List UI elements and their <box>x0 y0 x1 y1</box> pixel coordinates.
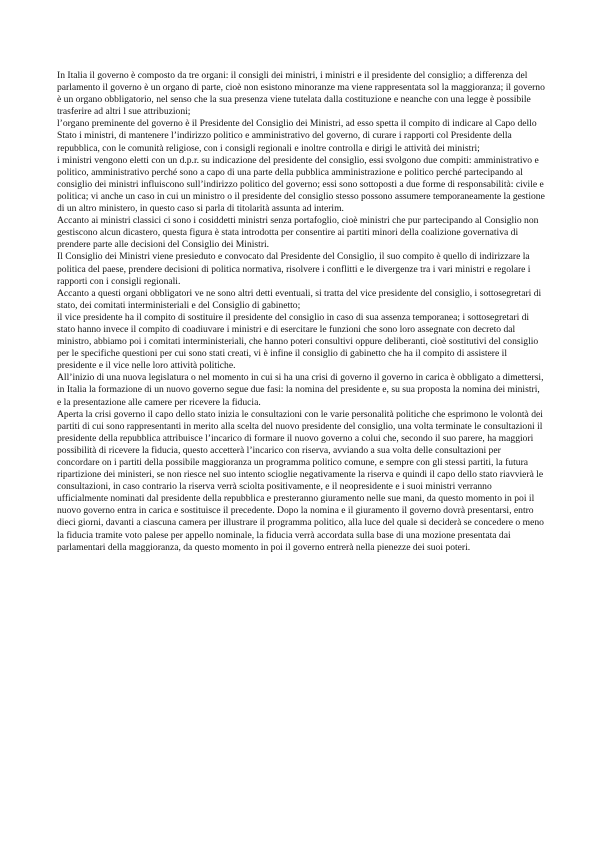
paragraph-ministri-senza-portafoglio: Accanto ai ministri classici ci sono i cosiddetti ministri senza portafoglio, cioè ministri che pur partecipando al Consiglio non gestiscono alcun dicastero, questa figura è stata introdotta per consentire ai partiti minori della coalizione governativa di prendere parte alle decisioni del Consiglio dei Ministri. <box>57 215 539 251</box>
paragraph-presidente-consiglio: l’organo preminente del governo è il Presidente del Consiglio dei Ministri, ad esso spetta il compito di indicare al Capo dello Stato i ministri, di mantenere l’indirizzo politico e amministrativo del governo, di curare i rapporti col Presidente della repubblica, con le comunità religiose, con i consigli regionali e inoltre controlla e dirigi le attività dei ministri; <box>57 118 537 154</box>
paragraph-governo-organi: In Italia il governo è composto da tre organi: il consigli dei ministri, i ministri e il presidente del consiglio; a differenza del parlamento il governo è un organo di parte, cioè non esistono minoranze ma viene rappresentata sol la maggioranza; il governo è un organo obbligatorio, nel senso che la sua presenza viene tutelata dalla costituzione e neanche con una legge è possibile trasferire ad altri l sue attribuzioni; <box>57 70 545 118</box>
paragraph-nuova-legislatura: All’inizio di una nuova legislatura o nel momento in cui si ha una crisi di governo il governo in carica è obbligato a dimettersi, in Italia la formazione di un nuovo governo segue due fasi: la nomina del presidente e, su sua proposta la nomina dei ministri, e la presentazione alle camere per ricevere la fiducia. <box>57 372 544 408</box>
paragraph-crisi-governo: Aperta la crisi governo il capo dello stato inizia le consultazioni con le varie personalità politiche che esprimono le volontà dei partiti di cui sono rappresentanti in merito alla scelta del nuovo presidente del consiglio, una volta terminate le consultazioni il presidente della repubblica attribuisce l’incarico di formare il nuovo governo a colui che, secondo il suo parere, ha maggiori possibilità di ricevere la fiducia, questo accetterà l’incarico con riserva, avviando a sua volta delle consultazioni per concordare on i partiti della possibile maggioranza un programma politico comune, e sempre con gli stessi partiti, la futura ripartizione dei ministeri, se non riesce nel suo intento scioglie negativamente la riserva e quindi il capo dello stato riavvierà le consultazioni, in caso contrario la riserva verrà sciolta positivamente, e il neopresidente e i suoi ministri verranno ufficialmente nominati dal presidente della repubblica e presteranno giuramento nelle sue mani, da questo momento in poi il nuovo governo entra in carica e sostituisce il precedente. Dopo la nomina e il giuramento il governo dovrà presentarsi, entro dieci giorni, davanti a ciascuna camera per illustrare il programma politico, alla luce del quale si deciderà se concedere o meno la fiducia tramite voto palese per appello nominale, la fiducia verrà accordata sulla base di una mozione presentata dai parlamentari della maggioranza, da questo momento in poi il governo entrerà nella pienezze dei suoi poteri. <box>57 408 544 553</box>
paragraph-vice-presidente: il vice presidente ha il compito di sostituire il presidente del consiglio in caso di sua assenza temporanea; i sottosegretari di stato hanno invece il compito di coadiuvare i ministri e di esercitare le funzioni che sono loro assegnate con decreto dal ministro, abbiamo poi i comitati interministeriali, che hanno poteri consultivi oppure deliberanti, cioè sostitutivi del consiglio per le specifiche questioni per cui sono stati creati, vi è infine il consiglio di gabinetto che ha il compito di assistere il presidente e il vice nelle loro attività politiche. <box>57 311 539 372</box>
paragraph-organi-eventuali: Accanto a questi organi obbligatori ve ne sono altri detti eventuali, si tratta del vice presidente del consiglio, i sottosegretari di stato, dei comitati interministeriali e del Consiglio di gabinetto; <box>57 287 542 311</box>
paragraph-consiglio-ministri: Il Consiglio dei Ministri viene presieduto e convocato dal Presidente del Consiglio, il suo compito è quello di indirizzare la politica del paese, prendere decisioni di politica normativa, risolvere i conflitti e le divergenze tra i vari ministri e regolare i rapporti con i consigli regionali. <box>57 251 531 287</box>
paragraph-ministri: i ministri vengono eletti con un d.p.r. su indicazione del presidente del consiglio, essi svolgono due compiti: amministrativo e politico, amministrativo perché sono a capo di una parte della pubblica amministrazione e politico perché partecipando al consiglio dei ministri influiscono sull’indirizzo politico del governo; essi sono sottoposti a due forme di responsabilità: civile e politica; vi anche un caso in cui un ministro o il presidente del consiglio stesso possono assumere temporaneamente la gestione di un altro ministero, in questo caso si parla di titolarità assunta ad interim. <box>57 154 545 215</box>
document-body <box>57 70 545 554</box>
